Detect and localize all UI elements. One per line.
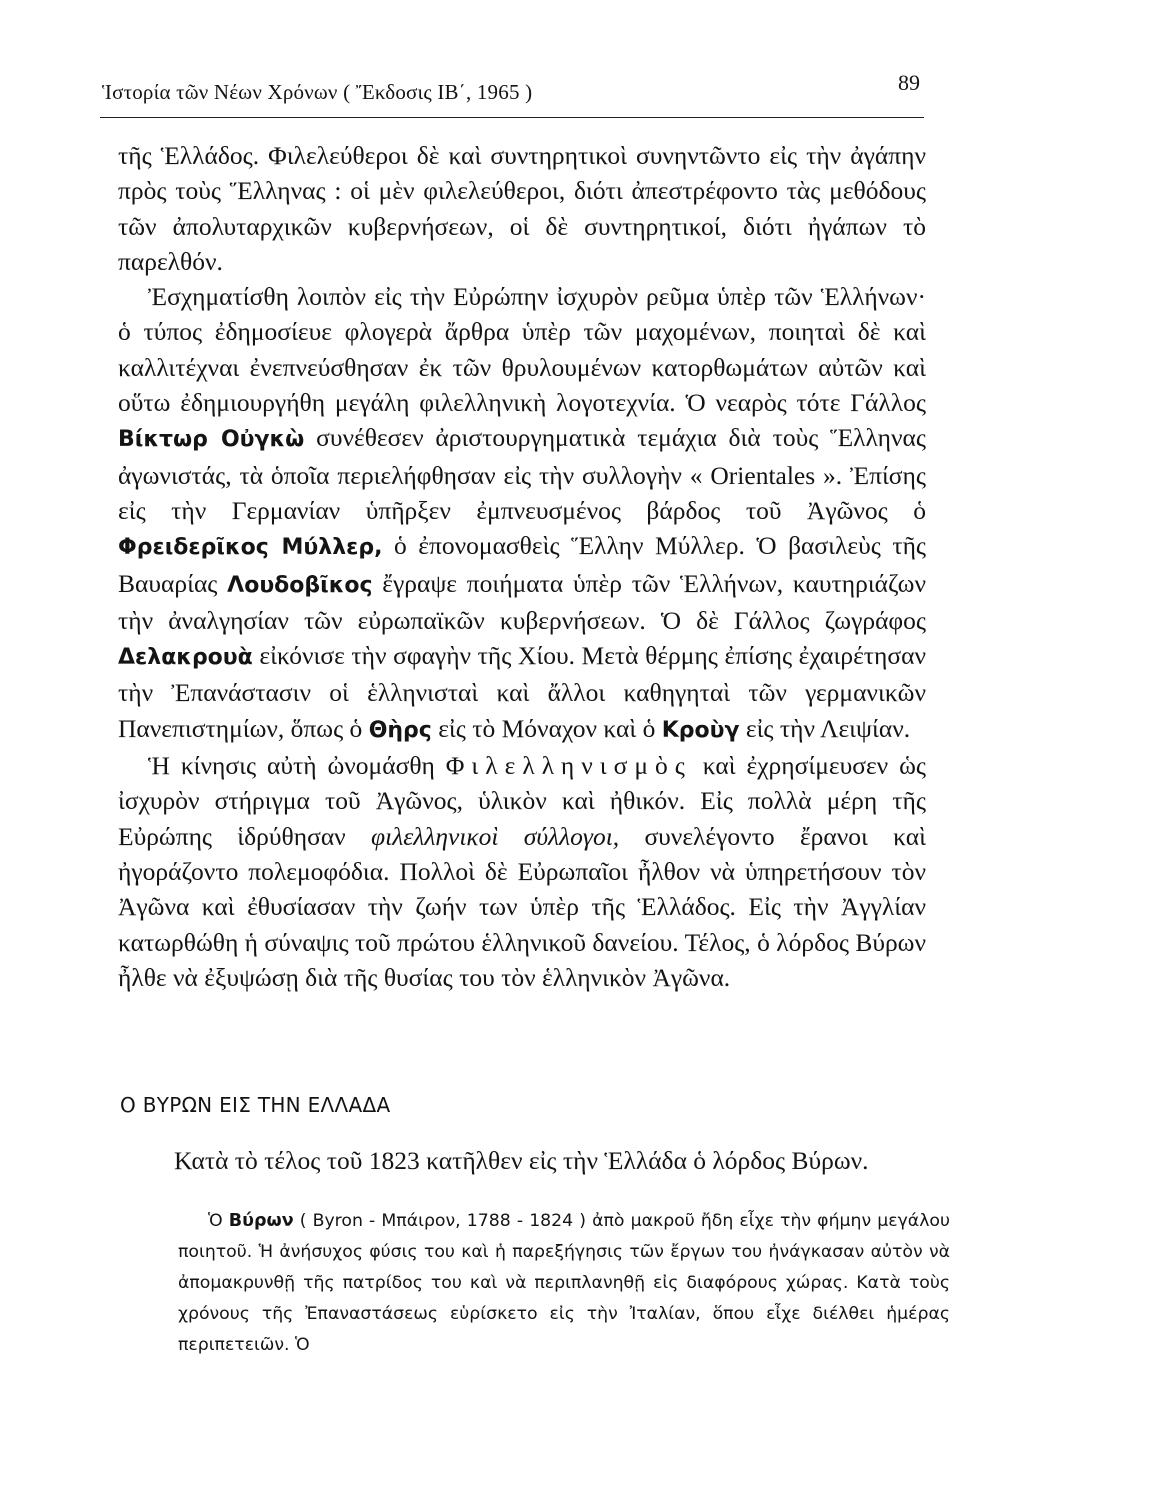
section-note bbox=[178, 1206, 950, 1361]
text-run: Ἡ κίνησις αὐτὴ ὠνομάσθη bbox=[148, 751, 435, 781]
note-paragraph bbox=[178, 1206, 950, 1361]
term-philhellenism: Φιλελληνισμὸς bbox=[445, 751, 692, 781]
running-title: Ἱστορία τῶν Νέων Χρόνων ( Ἔκδοσις ΙΒ΄, 1965 ) bbox=[102, 80, 533, 104]
term-philhellenic-societies: φιλελληνικοὶ σύλλογοι, bbox=[371, 821, 620, 851]
text-run: ἔγραψε ποιήματα ὑπὲρ τῶν Ἑλλήνων, καυτηριάζων τὴν ἀναλγησίαν τῶν εὐρωπαϊκῶν κυβερνήσεων. Ὁ δὲ Γάλλος ζωγράφος bbox=[118, 568, 926, 635]
name-ludwig: Λουδοβῖκος bbox=[227, 572, 373, 598]
paragraph-2 bbox=[118, 279, 926, 748]
text-run: συνέθεσεν ἀριστουργηματικὰ τεμάχια διὰ τοὺς Ἕλληνας ἀγωνιστάς, τὰ ὁποῖα περιελήφθησαν εἰς τὴν συλλογὴν « Orientales ». Ἐπίσης εἰς τὴν Γερμανίαν ὑπῆρξεν ἐμπνευσμένος βάρδος τοῦ Ἀγῶνος ὁ bbox=[118, 423, 926, 525]
name-victor-hugo: Βίκτωρ Οὐγκὼ bbox=[118, 427, 305, 453]
text-run: Ὁ bbox=[208, 1211, 223, 1231]
intro-paragraph: Κατὰ τὸ τέλος τοῦ 1823 κατῆλθεν εἰς τὴν Ἑλλάδα ὁ λόρδος Βύρων. bbox=[174, 1146, 869, 1175]
text-run: εἰς τὴν Λειψίαν. bbox=[745, 713, 911, 743]
section-intro bbox=[118, 1143, 926, 1179]
name-byron: Βύρων bbox=[228, 1211, 294, 1231]
text-run: καὶ ἐχρησίμευσεν ὡς ἰσχυρὸν στήριγμα τοῦ Ἀγῶνος, ὑλικὸν καὶ ἠθικόν. Εἰς πολλὰ μέρη τῆς Εὐρώπης ἱδρύθησαν bbox=[118, 751, 926, 851]
page-header bbox=[102, 70, 924, 114]
paragraph-3 bbox=[118, 748, 926, 995]
text-run: Ἐσχηματίσθη λοιπὸν εἰς τὴν Εὐρώπην ἰσχυρὸν ρεῦμα ὑπὲρ τῶν Ἑλλήνων· ὁ τύπος ἐδημοσίευε φλογερὰ ἄρθρα ὑπὲρ τῶν μαχομένων, ποιηταὶ δὲ καὶ καλλιτέχναι ἐνεπνεύσθησαν ἐκ τῶν θρυλουμένων κατορθωμάτων αὐτῶν καὶ οὕτω ἐδημιουργήθη μεγάλη φιλελληνικὴ λογοτεχνία. Ὁ νεαρὸς τότε Γάλλος bbox=[118, 282, 926, 418]
text-run: ὁ ἐπονομασθεὶς Ἕλλην Μύλλερ. Ὁ βασιλεὺς τῆς Βαυαρίας bbox=[118, 531, 927, 598]
name-thiersch: Θὴρς bbox=[368, 717, 432, 743]
text-run: εἰκόνισε τὴν σφαγὴν τῆς Χίου. Μετὰ θέρμης ἐπίσης ἐχαιρέτησαν τὴν Ἐπανάστασιν οἱ ἑλληνισταὶ καὶ ἄλλοι καθηγηταὶ τῶν γερμανικῶν Πανεπιστημίων, ὅπως ὁ bbox=[118, 641, 926, 743]
text-run: ( Byron - Μπάιρον, 1788 - 1824 ) ἀπὸ μακροῦ ἤδη εἶχε τὴν φήμην μεγάλου ποιητοῦ. Ἡ ἀνήσυχος φύσις του καὶ ἡ παρεξήγησις τῶν ἔργων του ἠνάγκασαν αὐτὸν νὰ ἀπομακρυνθῇ τῆς πατρίδος του καὶ νὰ περιπλανηθῇ εἰς διαφόρους χώρας. Κατὰ τοὺς χρόνους τῆς Ἐπαναστάσεως εὑρίσκετο εἰς τὴν Ἰταλίαν, ὅπου εἶχε διέλθει ἡμέρας περιπετειῶν. Ὁ bbox=[178, 1211, 951, 1355]
main-text bbox=[118, 138, 926, 995]
text-run: εἰς τὸ Μόναχον καὶ ὁ bbox=[438, 713, 656, 743]
page-number: 89 bbox=[898, 70, 920, 95]
section-heading: Ο ΒΥΡΩΝ ΕΙΣ ΤΗΝ ΕΛΛΑΔΑ bbox=[120, 1093, 391, 1117]
paragraph-1: τῆς Ἑλλάδος. Φιλελεύθεροι δὲ καὶ συντηρητικοὶ συνηντῶντο εἰς τὴν ἀγάπην πρὸς τοὺς Ἕλληνας : οἱ μὲν φιλελεύθεροι, διότι ἀπεστρέφοντο τὰς μεθόδους τῶν ἀπολυταρχικῶν κυβερνήσεων, οἱ δὲ συντηρητικοί, διότι ἠγάπων τὸ παρελθόν. bbox=[118, 141, 926, 276]
name-delacroix: Δελακρουὰ bbox=[118, 645, 253, 671]
name-wilhelm-muller: Φρειδερῖκος Μύλλερ, bbox=[118, 535, 383, 561]
header-rule bbox=[100, 117, 924, 118]
text-run: συνελέγοντο ἔρανοι καὶ ἠγοράζοντο πολεμοφόδια. Πολλοὶ δὲ Εὐρωπαῖοι ἦλθον νὰ ὑπηρετήσουν τὸν Ἀγῶνα καὶ ἐθυσίασαν τὴν ζωήν των ὑπὲρ τῆς Ἑλλάδος. Εἰς τὴν Ἀγγλίαν κατωρθώθη ἡ σύναψις τοῦ πρώτου ἑλληνικοῦ δανείου. Τέλος, ὁ λόρδος Βύρων ἦλθε νὰ ἐξυψώσῃ διὰ τῆς θυσίας του τὸν ἑλληνικὸν Ἀγῶνα. bbox=[118, 821, 926, 992]
name-krug: Κροὺγ bbox=[661, 717, 740, 743]
